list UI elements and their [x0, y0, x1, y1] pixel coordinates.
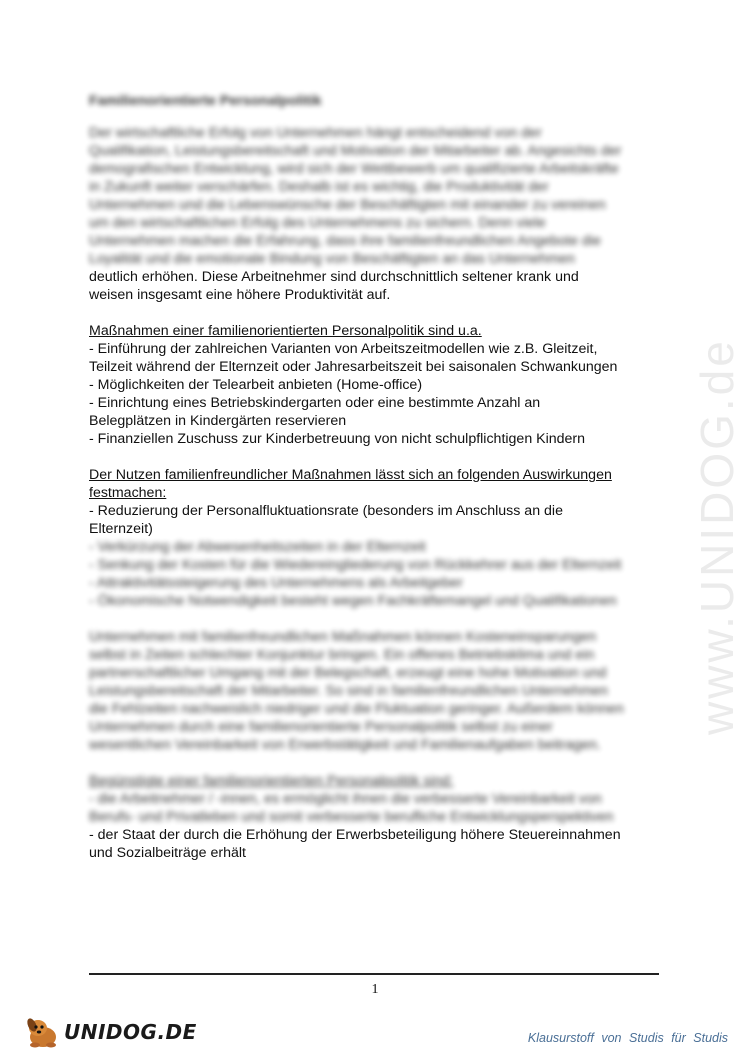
- intro-paragraph: [89, 124, 659, 304]
- list-item: - die Arbeitnehmer / -innen, es ermöglicht ihnen die verbesserte Vereinbarkeit von: [89, 791, 602, 807]
- list-item: Elternzeit): [89, 521, 153, 537]
- list-item: Berufs- und Privatleben und somit verbesserte berufliche Entwicklungsperspektiven: [89, 809, 614, 825]
- text-line: Unternehmen durch eine familienorientierte Personalpolitik selbst zu einer: [89, 719, 553, 735]
- text-line: Qualifikation, Leistungsbereitschaft und Motivation der Mitarbeiter ab. Angesichts der: [89, 143, 622, 159]
- list-item: Teilzeit während der Elternzeit oder Jahresarbeitszeit bei saisonalen Schwankungen: [89, 359, 618, 375]
- measures-section: [89, 322, 659, 448]
- list-item: - Ökonomische Notwendigkeit besteht wegen Fachkräftemangel und Qualifikationen: [89, 593, 617, 609]
- benefits-heading: Der Nutzen familienfreundlicher Maßnahmen lässt sich an folgenden Auswirkungen: [89, 467, 612, 483]
- list-item: - Möglichkeiten der Telearbeit anbieten (Home-office): [89, 377, 423, 393]
- list-item: - Einführung der zahlreichen Varianten von Arbeitszeitmodellen wie z.B. Gleitzeit,: [89, 341, 598, 357]
- intro-blurred-block: [89, 124, 659, 268]
- dog-mascot-icon: [24, 1015, 62, 1049]
- text-line: Der wirtschaftliche Erfolg von Unternehmen hängt entscheidend von der: [89, 125, 542, 141]
- footer-tagline: Klausurstoff von Studis für Studis: [527, 1031, 728, 1045]
- beneficiaries-heading: Begünstigte einer familienorientierten Personalpolitik sind:: [89, 773, 454, 789]
- list-item: - Verkürzung der Abwesenheitszeiten in der Elternzeit: [89, 539, 426, 555]
- text-line: Unternehmen mit familienfreundlichen Maßnahmen können Kosteneinsparungen: [89, 629, 597, 645]
- list-item: - Attraktivitätssteigerung des Unternehmens als Arbeitgeber: [89, 575, 463, 591]
- page-number: 1: [371, 982, 379, 997]
- text-line: Unternehmen machen die Erfahrung, dass ihre familienfreundlichen Angebote die: [89, 233, 601, 249]
- list-item: - Finanziellen Zuschuss zur Kinderbetreuung von nicht schulpflichtigen Kindern: [89, 431, 586, 447]
- text-line: um den wirtschaftlichen Erfolg des Unternehmens zu sichern. Denn viele: [89, 215, 546, 231]
- benefits-blurred-block: [89, 538, 659, 610]
- text-line: die Fehlzeiten nachweislich niedriger und die Fluktuation geringer. Außerdem können: [89, 701, 624, 717]
- text-line: deutlich erhöhen. Diese Arbeitnehmer sind durchschnittlich seltener krank und: [89, 269, 579, 285]
- text-line: Unternehmen und die Lebenswünsche der Beschäftigten mit einander zu vereinen: [89, 197, 606, 213]
- list-item: - Senkung der Kosten für die Wiedereingliederung von Rückkehrer aus der Elternzeit: [89, 557, 622, 573]
- list-item: - Reduzierung der Personalfluktuationsrate (besonders im Anschluss an die: [89, 503, 563, 519]
- text-line: Leistungsbereitschaft der Mitarbeiter. So sind in familienfreundlichen Unternehmen: [89, 683, 608, 699]
- measures-heading: Maßnahmen einer familienorientierten Personalpolitik sind u.a.: [89, 323, 482, 339]
- list-item: Belegplätzen in Kindergärten reservieren: [89, 413, 347, 429]
- savings-paragraph: [89, 628, 659, 754]
- text-line: selbst in Zeiten schlechter Konjunktur bringen. Ein offenes Betriebsklima und ein: [89, 647, 595, 663]
- list-item: - Einrichtung eines Betriebskindergarten oder eine bestimmte Anzahl an: [89, 395, 541, 411]
- text-line: demografischen Entwicklung, wird sich der Wettbewerb um qualifizierte Arbeitskräfte: [89, 161, 619, 177]
- benefits-heading-cont: festmachen:: [89, 485, 167, 501]
- watermark: www.UNIDOG.de: [691, 338, 743, 735]
- text-line: Loyalität und die emotionale Bindung von Beschäftigten an das Unternehmen: [89, 251, 575, 267]
- footer-divider: [89, 973, 659, 975]
- list-item: - der Staat der durch die Erhöhung der Erwerbsbeteiligung höhere Steuereinnahmen: [89, 827, 621, 843]
- benefits-section: [89, 466, 659, 610]
- logo-wordmark: UNIDOG.DE: [64, 1020, 197, 1044]
- beneficiaries-section: [89, 772, 659, 862]
- unidog-logo[interactable]: [24, 1015, 197, 1049]
- list-item: und Sozialbeiträge erhält: [89, 845, 246, 861]
- text-line: in Zukunft weiter verschärfen. Deshalb ist es wichtig, die Produktivität der: [89, 179, 549, 195]
- beneficiaries-blurred-block: [89, 772, 659, 826]
- text-line: weisen insgesamt eine höhere Produktivität auf.: [89, 287, 391, 303]
- text-line: partnerschaftlicher Umgang mit der Belegschaft, erzeugt eine hohe Motivation und: [89, 665, 607, 681]
- document-body: [89, 92, 659, 862]
- document-heading: Familienorientierte Personalpolitik: [89, 93, 322, 109]
- text-line: wesentlichen Vereinbarkeit von Erwerbstätigkeit und Familienaufgaben beitragen.: [89, 737, 601, 753]
